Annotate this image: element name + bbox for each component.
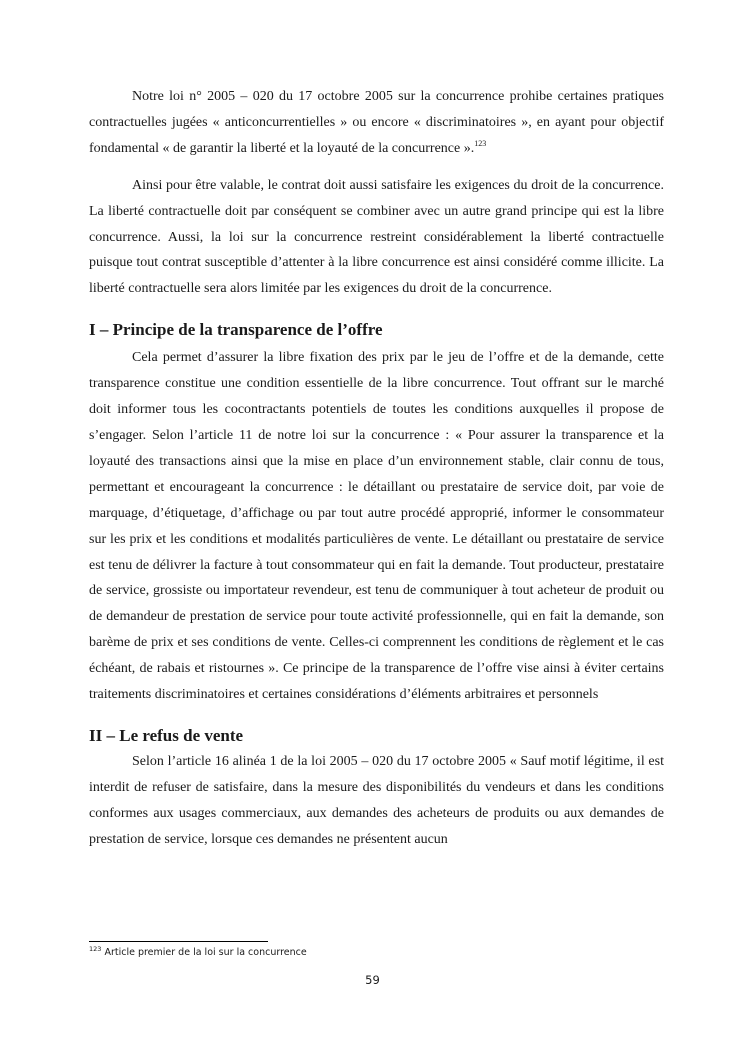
footnote xyxy=(89,947,307,958)
paragraph-transparency: Cela permet d’assurer la libre fixation des prix par le jeu de l’offre et de la demande, cette transparence constitue une condition essentielle de la libre concurrence. Tout offrant sur le marché doit informer tous les cocontractants potentiels de toutes les conditions auxquelles il propose de s’engager. Selon l’article 11 de notre loi sur la concurrence : « Pour assurer la transparence et la loyauté des transactions ainsi que la mise en place d’un environnement stable, clair connu de tous, permettant et encourageant la concurrence : le détaillant ou prestataire de service doit, par voie de marquage, d’étiquetage, d’affichage ou par tout autre procédé approprié, informer le consommateur sur les prix et les conditions et modalités particulières de vente. Le détaillant ou prestataire de service est tenu de délivrer la facture à tout consommateur qui en fait la demande. Tout producteur, prestataire de service, grossiste ou importateur revendeur, est tenu de communiquer à tout acheteur de produit ou de demandeur de prestation de service pour toute activité professionnelle, qui en fait la demande, son barème de prix et ses conditions de vente. Celles-ci comprennent les conditions de règlement et le cas échéant, de rabais et ristournes ». Ce principe de la transparence de l’offre vise ainsi à éviter certains traitements discriminatoires et certaines considérations d’éléments arbitraires et personnels xyxy=(89,350,664,703)
footnote-divider xyxy=(89,941,268,942)
footnote-text: Article premier de la loi sur la concurrence xyxy=(104,947,307,958)
page-body xyxy=(89,84,664,853)
footnote-number: 123 xyxy=(89,945,102,953)
paragraph-contract-validity: Ainsi pour être valable, le contrat doit aussi satisfaire les exigences du droit de la concurrence. La liberté contractuelle doit par conséquent se combiner avec un autre grand principe qui est la libre concurrence. Aussi, la loi sur la concurrence restreint considérablement la liberté contractuelle puisque tout contrat susceptible d’attenter à la libre concurrence est ainsi considéré comme illicite. La liberté contractuelle sera alors limitée par les exigences du droit de la concurrence. xyxy=(89,177,664,297)
section-heading-transparency: I – Principe de la transparence de l’offre xyxy=(89,320,383,340)
paragraph-intro-text: Notre loi n° 2005 – 020 du 17 octobre 2005 sur la concurrence prohibe certaines pratiques contractuelles jugées « anticoncurrentielles » ou encore « discriminatoires », en ayant pour objectif fondamental « de garantir la liberté et la loyauté de la concurrence ». xyxy=(89,89,664,156)
section-heading-refusal: II – Le refus de vente xyxy=(89,725,244,745)
footnote-reference[interactable]: 123 xyxy=(474,138,487,148)
paragraph-refusal: Selon l’article 16 alinéa 1 de la loi 2005 – 020 du 17 octobre 2005 « Sauf motif légitime, il est interdit de refuser de satisfaire, dans la mesure des disponibilités du vendeurs et dans les conditions conformes aux usages commerciaux, aux demandes des acheteurs de produits ou aux demandes de prestation de service, lorsque ces demandes ne présentent aucun xyxy=(89,753,664,847)
page-number: 59 xyxy=(365,973,380,987)
paragraph-intro xyxy=(89,84,664,162)
